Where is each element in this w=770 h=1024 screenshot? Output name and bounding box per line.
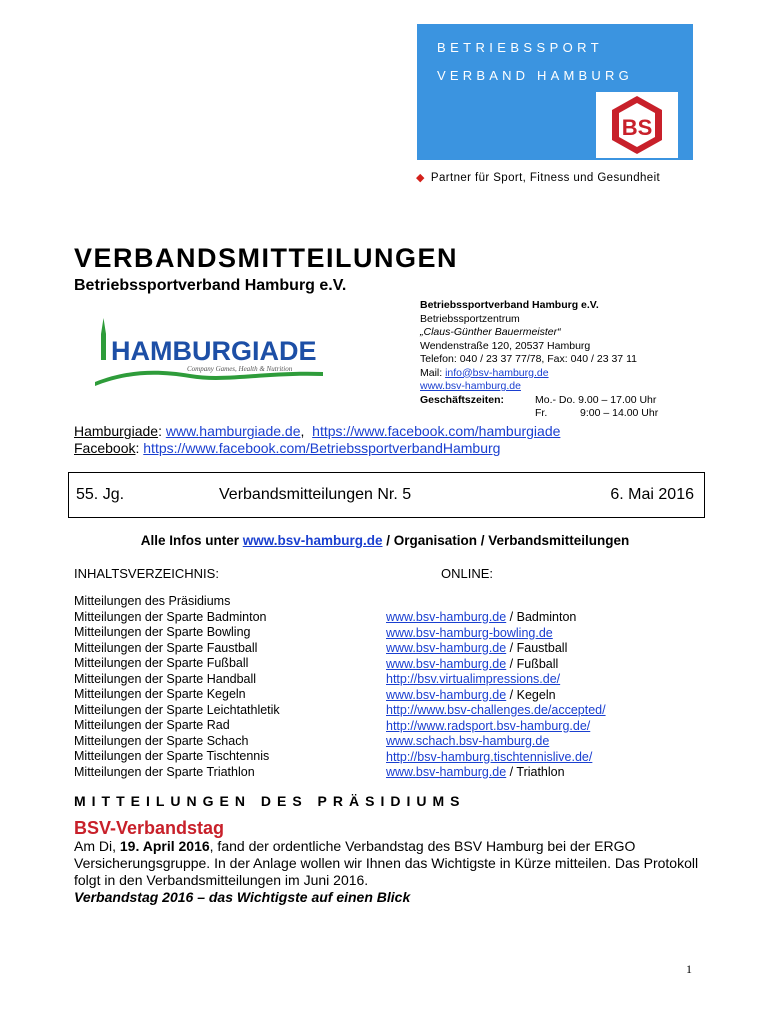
facebook-link[interactable]: https://www.facebook.com/BetriebssportverbandHamburg: [143, 440, 501, 456]
all-infos-suffix: / Organisation / Verbandsmitteilungen: [382, 533, 630, 548]
section-title: MITTEILUNGEN DES PRÄSIDIUMS: [74, 793, 466, 809]
hamburgiade-logo: [95, 312, 325, 388]
online-item: [386, 688, 606, 704]
online-heading: ONLINE:: [441, 566, 494, 581]
online-link[interactable]: www.bsv-hamburg.de: [386, 687, 507, 702]
hamburgiade-logo-name: HAMBURGIADE: [111, 336, 317, 366]
online-item: [386, 672, 606, 688]
hamburgiade-link[interactable]: www.hamburgiade.de: [165, 423, 301, 439]
online-item: [386, 703, 606, 719]
facebook-label: Facebook: [74, 440, 136, 456]
hours-value-2: 9:00 – 14.00 Uhr: [580, 407, 659, 419]
online-link[interactable]: http://bsv-hamburg.tischtennislive.de/: [386, 749, 593, 764]
online-list: [386, 610, 606, 781]
hours-day-2: Fr.: [535, 407, 548, 419]
all-infos-line: [0, 533, 770, 548]
paragraph-part1: Am Di,: [74, 838, 120, 854]
page-number: 1: [686, 962, 692, 976]
issue-volume: 55. Jg.: [76, 486, 125, 503]
online-item: [386, 641, 606, 657]
tagline: [416, 171, 660, 184]
address-center-name: „Claus-Günther Bauermeister“: [420, 326, 561, 338]
toc-item: Mitteilungen der Sparte Schach: [74, 733, 249, 748]
online-link[interactable]: http://bsv.virtualimpressions.de/: [386, 672, 561, 686]
hamburgiade-links-row: Hamburgiade: www.hamburgiade.de, https://www.facebook.com/hamburgiade: [74, 423, 561, 439]
online-link[interactable]: http://www.radsport.bsv-hamburg.de/: [386, 718, 591, 733]
online-item: [386, 610, 606, 626]
hamburgiade-facebook-link[interactable]: https://www.facebook.com/hamburgiade: [312, 423, 561, 439]
page-subtitle: Betriebssportverband Hamburg e.V.: [74, 277, 347, 294]
online-link[interactable]: www.bsv-hamburg.de: [386, 641, 507, 655]
section-paragraph: [74, 838, 699, 889]
paragraph-part2: , fand der ordentliche Verbandstag des BSV Hamburg bei der ERGO Versicherungsgruppe. In der Anlage wollen wir Ihnen das Wichtigste in Kürze mitteilen. Das Protokoll folgt in den Verbandsmitteilungen im Juni 2016.: [74, 838, 699, 888]
paragraph-date: 19. April 2016: [119, 838, 210, 854]
facebook-links-row: Facebook: https://www.facebook.com/BetriebssportverbandHamburg: [74, 440, 501, 456]
hours-row-2: [420, 407, 659, 421]
address-org: Betriebssportverband Hamburg e.V.: [420, 299, 599, 311]
address-block: [420, 299, 659, 421]
address-phone: Telefon: 040 / 23 37 77/78, Fax: 040 / 23 37 11: [420, 353, 637, 365]
toc-item: Mitteilungen der Sparte Leichtathletik: [74, 702, 280, 717]
links-block: [74, 423, 560, 457]
online-suffix: / Triathlon: [506, 765, 565, 779]
online-link[interactable]: http://www.bsv-challenges.de/accepted/: [386, 703, 606, 717]
toc-item: Mitteilungen der Sparte Triathlon: [74, 764, 255, 779]
section-subheading: Verbandstag 2016 – das Wichtigste auf einen Blick: [74, 889, 411, 905]
toc-item: Mitteilungen der Sparte Faustball: [74, 640, 258, 655]
logo-text-line2: VERBAND HAMBURG: [437, 68, 633, 83]
online-item: [386, 765, 606, 781]
hours-label: Geschäftszeiten:: [420, 393, 505, 406]
all-infos-link[interactable]: www.bsv-hamburg.de: [242, 533, 383, 548]
online-link[interactable]: www.bsv-hamburg.de: [386, 765, 507, 779]
toc-list: [74, 594, 280, 780]
toc-item: Mitteilungen der Sparte Fußball: [74, 656, 249, 670]
issue-number: Verbandsmitteilungen Nr. 5: [219, 486, 412, 503]
hours-value-1: Mo.- Do. 9.00 – 17.00 Uhr: [535, 393, 657, 406]
logo-text-line1: BETRIEBSSPORT: [437, 40, 604, 55]
mail-link[interactable]: info@bsv-hamburg.de: [445, 366, 549, 379]
bs-emblem-icon: [596, 92, 678, 158]
online-link[interactable]: www.bsv-hamburg.de: [386, 610, 507, 624]
address-center: Betriebssportzentrum: [420, 312, 520, 325]
web-link[interactable]: www.bsv-hamburg.de: [420, 380, 521, 392]
online-item: [386, 750, 606, 766]
address-street: Wendenstraße 120, 20537 Hamburg: [420, 339, 591, 352]
diamond-icon: ◆: [416, 172, 425, 184]
mail-label: Mail:: [420, 366, 446, 379]
online-link[interactable]: www.bsv-hamburg-bowling.de: [386, 625, 553, 640]
online-suffix: / Faustball: [506, 641, 568, 655]
page-title: VERBANDSMITTEILUNGEN: [74, 243, 459, 273]
toc-item: Mitteilungen der Sparte Rad: [74, 718, 230, 732]
issue-date: 6. Mai 2016: [610, 486, 694, 503]
online-suffix: / Badminton: [506, 610, 577, 624]
toc-heading: INHALTSVERZEICHNIS:: [74, 566, 219, 581]
online-suffix: / Fußball: [506, 656, 559, 671]
online-suffix: / Kegeln: [506, 687, 556, 702]
online-item: [386, 734, 606, 750]
address-mail-row: [420, 367, 637, 381]
online-link[interactable]: www.schach.bsv-hamburg.de: [386, 734, 550, 748]
toc-item: Mitteilungen des Präsidiums: [74, 594, 231, 608]
online-link[interactable]: www.bsv-hamburg.de: [386, 656, 507, 671]
emblem-text: BS: [621, 115, 653, 140]
hamburgiade-label: Hamburgiade: [74, 423, 159, 439]
online-item: [386, 626, 606, 642]
online-item: [386, 719, 606, 735]
toc-item: Mitteilungen der Sparte Tischtennis: [74, 749, 270, 763]
toc-item: Mitteilungen der Sparte Handball: [74, 671, 257, 686]
toc-item: Mitteilungen der Sparte Bowling: [74, 625, 251, 639]
tagline-text: Partner für Sport, Fitness und Gesundheit: [430, 172, 661, 184]
toc-item: Mitteilungen der Sparte Badminton: [74, 609, 267, 624]
section-heading: BSV-Verbandstag: [74, 818, 225, 838]
hamburgiade-logo-slogan: Company Games, Health & Nutrition: [187, 365, 293, 373]
all-infos-prefix: Alle Infos unter: [140, 533, 243, 548]
address-web-row: [420, 380, 637, 394]
hours-row-1: [420, 393, 657, 408]
issue-info-box: [68, 472, 705, 518]
toc-item: Mitteilungen der Sparte Kegeln: [74, 687, 246, 701]
online-item: [386, 657, 606, 673]
